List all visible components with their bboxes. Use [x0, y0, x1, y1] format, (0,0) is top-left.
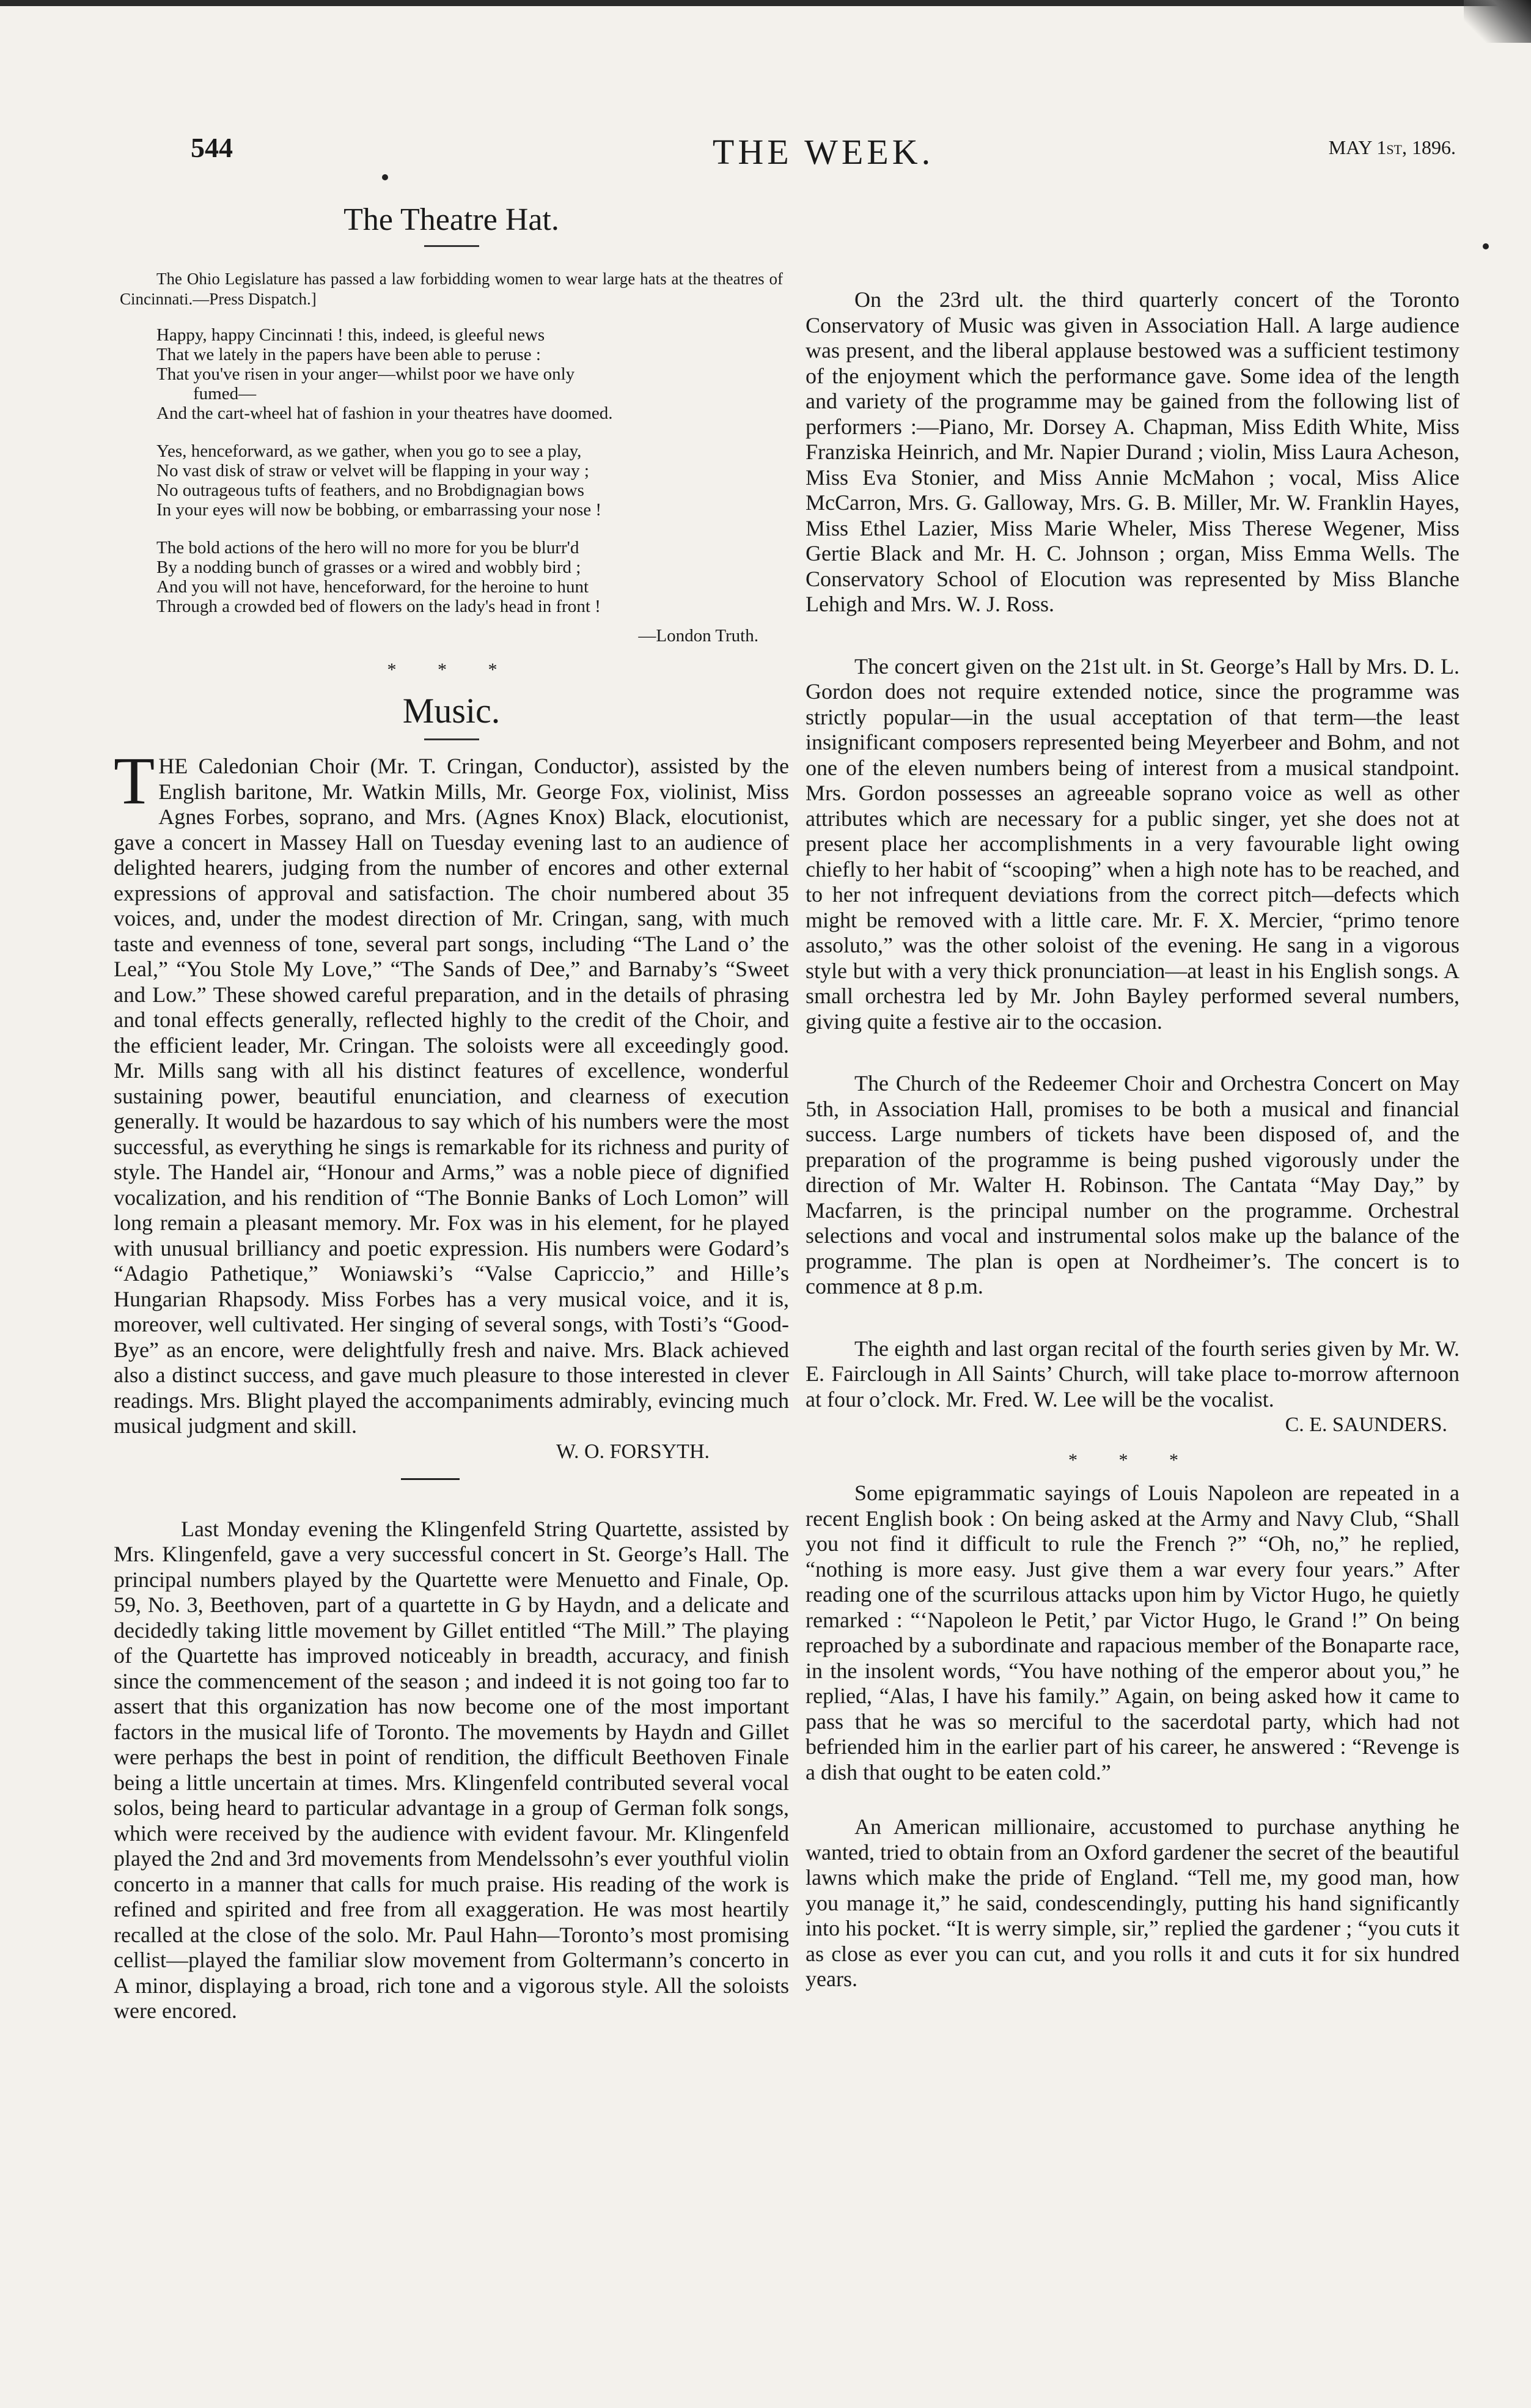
article-caledonian-text: HE Caledonian Choir (Mr. T. Cringan, Conductor), assisted by the English baritone, Mr. Watkin Mills, Mr. George Fox, violinist, Miss Agnes Forbes, soprano, and Mrs. (Agnes Knox) Black, elocutionist, gave a concert in Massey Hall on Tuesday evening last to an audience of delighted hearers, judging from the number of encores and other external expressions of approval and satisfaction. The choir numbered about 35 voices, and, under the modest direction of Mr. Cringan, sang, with much taste and evenness of tone, several part songs, including “The Land o’ the Leal,” “You Stole My Love,” “The Sands of Dee,” and Barnaby’s “Sweet and Low.” These showed careful preparation, and in the details of phrasing and tonal effects generally, reflected highly to the credit of the Choir, and the efficient leader, Mr. Cringan. The soloists were all exceedingly good. Mr. Mills sang with all his distinct features of excellence, wonderful sustaining power, beautiful enunciation, and clearness of execution generally. It would be hazardous to say which of his numbers were the most successful, as everything he sings is remarkable for its richness and purity of style. The Handel air, “Honour and Arms,” was a noble piece of dignified vocalization, and his rendition of “The Bonnie Banks of Loch Lomon” will long remain a pleasant memory. Mr. Fox was in his element, for he played with unusual brilliancy and poetic expression. His numbers were Godard’s “Adagio Pathetique,” Woniawski’s “Valse Capriccio,” and Hille’s Hungarian Rhapsody. Miss Forbes has a very musical voice, and it is, moreover, well cultivated. Her singing of several songs, with Tosti’s “Good-Bye” as an encore, were delightfully fresh and naive. Mrs. Black achieved also a distinct success, and gave much pleasure to those interested in clever readings. Mrs. Blight played the accompaniments admirably, evincing much musical judgment and skill.: [114, 754, 789, 1438]
article-klingenfeld: Last Monday evening the Klingenfeld String Quartette, assisted by Mrs. Klingenfeld, gave a very successful concert in St. George’s Hall. The principal numbers played by the Quartette were Menuetto and Finale, Op. 59, No. 3, Beethoven, part of a quartette in G by Haydn, and a delicate and decidedly taking little movement by Gillet entitled “The Mill.” The playing of the Quartette has improved noticeably in breadth, accuracy, and finish since the commencement of the season ; and indeed it is not going too far to assert that this organization has now become one of the most important factors in the musical life of Toronto. The movements by Haydn and Gillet were perhaps the best in point of rendition, the difficult Beethoven Finale being a little uncertain at times. Mrs. Klingenfeld contributed several vocal solos, being heard to particular advantage in a group of German folk songs, which were received by the audience with evident favour. Mr. Klingenfeld played the 2nd and 3rd movements from Mendelssohn’s ever youthful violin concerto in a manner that calls for much praise. His reading of the work is refined and spirited and free from all exaggeration. He was most heartily recalled at the close of the solo. Mr. Paul Hahn—Toronto’s most promising cellist—played the familiar slow movement from Goltermann’s concerto in A minor, displaying a broad, rich tone and a vigorous style. All the soloists were encored.: [114, 1516, 789, 2023]
section-separator: * * *: [1068, 1450, 1197, 1470]
poem-line: And you will not have, henceforward, for the heroine to hunt: [156, 577, 589, 597]
page-top-edge: [0, 0, 1531, 6]
poem-line: And the cart-wheel hat of fashion in your theatres have doomed.: [156, 403, 613, 423]
right-column: [806, 287, 1459, 1992]
journal-title: THE WEEK.: [712, 132, 934, 172]
section-separator: * * *: [387, 660, 516, 680]
page-number: 544: [191, 132, 233, 163]
poem-line: Yes, henceforward, as we gather, when you go to see a play,: [156, 441, 582, 461]
section-rule: [401, 1478, 460, 1480]
section-title-music: Music.: [402, 691, 501, 731]
poem-epigraph: The Ohio Legislature has passed a law forbidding women to wear large hats at the theatres of Cincinnati.—Press Dispatch.]: [120, 270, 783, 308]
poem-line: In your eyes will now be bobbing, or embarrassing your nose !: [156, 500, 602, 520]
ink-speck: [382, 174, 388, 180]
poem-line: fumed—: [193, 384, 257, 403]
poem-attribution: —London Truth.: [638, 626, 758, 646]
poem-line: That we lately in the papers have been able to peruse :: [156, 345, 541, 364]
title-rule: [424, 738, 479, 740]
article-caledonian-choir: [114, 743, 789, 1439]
scan-corner-shadow: [1464, 0, 1531, 43]
poem-line: No vast disk of straw or velvet will be flapping in your way ;: [156, 461, 589, 480]
poem-line: The bold actions of the hero will no more for you be blurr'd: [156, 538, 579, 558]
poem-line: No outrageous tufts of feathers, and no Brobdignagian bows: [156, 480, 584, 500]
article-louis-napoleon: Some epigrammatic sayings of Louis Napoleon are repeated in a recent English book : On being asked at the Army and Navy Club, “Shall you not find it difficult to rule the French ?” “Oh, no,” he replied, “nothing is more easy. Just give them a war every four years.” After reading one of the scurrilous attacks upon him by Victor Hugo, he quietly remarked : “‘Napoleon le Petit,’ par Victor Hugo, le Grand !” On being reproached by a subordinate and rapacious member of the Bonaparte race, in the insolent words, “You have nothing of the emperor about you,” he replied, “Alas, I have his family.” Again, on being asked how it came to pass that he was so merciful to the sacerdotal party, which had not befriended him in the earlier part of his career, he answered : “Revenge is a dish that ought to be eaten cold.”: [806, 1481, 1459, 1784]
poem-body: [114, 325, 789, 616]
poem-line: Through a crowded bed of flowers on the lady's head in front !: [156, 597, 601, 616]
author-signature: W. O. FORSYTH.: [556, 1440, 710, 1463]
poem-stanza: [114, 325, 789, 423]
drop-cap: T: [114, 743, 155, 818]
ink-speck: [1483, 243, 1489, 249]
page-header: [191, 131, 1456, 180]
poem-title: The Theatre Hat.: [343, 202, 559, 237]
poem-line: Happy, happy Cincinnati ! this, indeed, is gleeful news: [156, 325, 545, 345]
poem-line: By a nodding bunch of grasses or a wired and wobbly bird ;: [156, 558, 581, 577]
author-signature: C. E. SAUNDERS.: [1285, 1413, 1447, 1436]
issue-date: MAY 1st, 1896.: [1328, 136, 1456, 158]
article-gordon-concert: The concert given on the 21st ult. in St. George’s Hall by Mrs. D. L. Gordon does not require extended notice, since the programme was strictly popular—in the usual acceptation of that term—the least insignificant composers represented being Meyerbeer and Bohm, and not one of the eleven numbers being of interest from a musical standpoint. Mrs. Gordon possesses an agreeable soprano voice as well as other attributes which are necessary for a public singer, yet she does not at present place her accomplishments in a very favourable light owing chiefly to her habit of “scooping” when a high note has to be reached, and to her not infrequent deviations from the correct pitch—defects which might be removed with a little care. Mr. F. X. Mercier, “primo tenore assoluto,” was the other soloist of the evening. He sang in a vigorous style but with a very thick pronunciation—at least in his English songs. A small orchestra led by Mr. John Bayley performed several numbers, giving quite a festive air to the occasion.: [806, 654, 1459, 1034]
poem-line: That you've risen in your anger—whilst poor we have only: [156, 364, 575, 384]
title-rule: [424, 245, 479, 247]
poem-stanza: [114, 441, 789, 520]
article-organ-recital: The eighth and last organ recital of the fourth series given by Mr. W. E. Fairclough in All Saints’ Church, will take place to-morrow afternoon at four o’clock. Mr. Fred. W. Lee will be the vocalist.: [806, 1336, 1459, 1412]
article-redeemer-choir: The Church of the Redeemer Choir and Orchestra Concert on May 5th, in Association Hall, promises to be both a musical and financial success. Large numbers of tickets have been disposed of, and the preparation of the programme is being pushed vigorously under the direction of Mr. Walter H. Robinson. The Cantata “May Day,” by Macfarren, is the principal number on the programme. Orchestral selections and vocal and instrumental solos make up the balance of the programme. The plan is open at Nordheimer’s. The concert is to commence at 8 p.m.: [806, 1071, 1459, 1298]
left-column: [114, 202, 789, 2024]
article-conservatory: On the 23rd ult. the third quarterly concert of the Toronto Conservatory of Music was given in Association Hall. A large audience was present, and the liberal applause bestowed was a sufficient testimony of the enjoyment which the performance gave. Some idea of the length and variety of the programme may be gained from the following list of performers :—Piano, Mr. Dorsey A. Chapman, Miss Edith White, Miss Franziska Heinrich, and Mr. Napier Durand ; violin, Miss Laura Acheson, Miss Eva Stonier, and Miss Annie McMahon ; vocal, Miss Alice McCarron, Mrs. G. Galloway, Mrs. G. B. Miller, Mr. W. Franklin Hayes, Miss Ethel Lazier, Miss Marie Wheler, Miss Therese Wegener, Miss Gertie Black and Mr. H. C. Johnson ; organ, Miss Emma Wells. The Conservatory School of Elocution was represented by Miss Blanche Lehigh and Mrs. W. J. Ross.: [806, 287, 1459, 616]
article-american-millionaire: An American millionaire, accustomed to purchase anything he wanted, tried to obtain from an Oxford gardener the secret of the beautiful lawns which make the pride of England. “Tell me, my good man, how you manage it,” he said, condescendingly, putting his hand significantly into his pocket. “It is werry simple, sir,” replied the gardener ; “you cuts it as close as ever you can cut, and you rolls it and cuts it for six hundred years.: [806, 1814, 1459, 1991]
poem-stanza: [114, 538, 789, 616]
